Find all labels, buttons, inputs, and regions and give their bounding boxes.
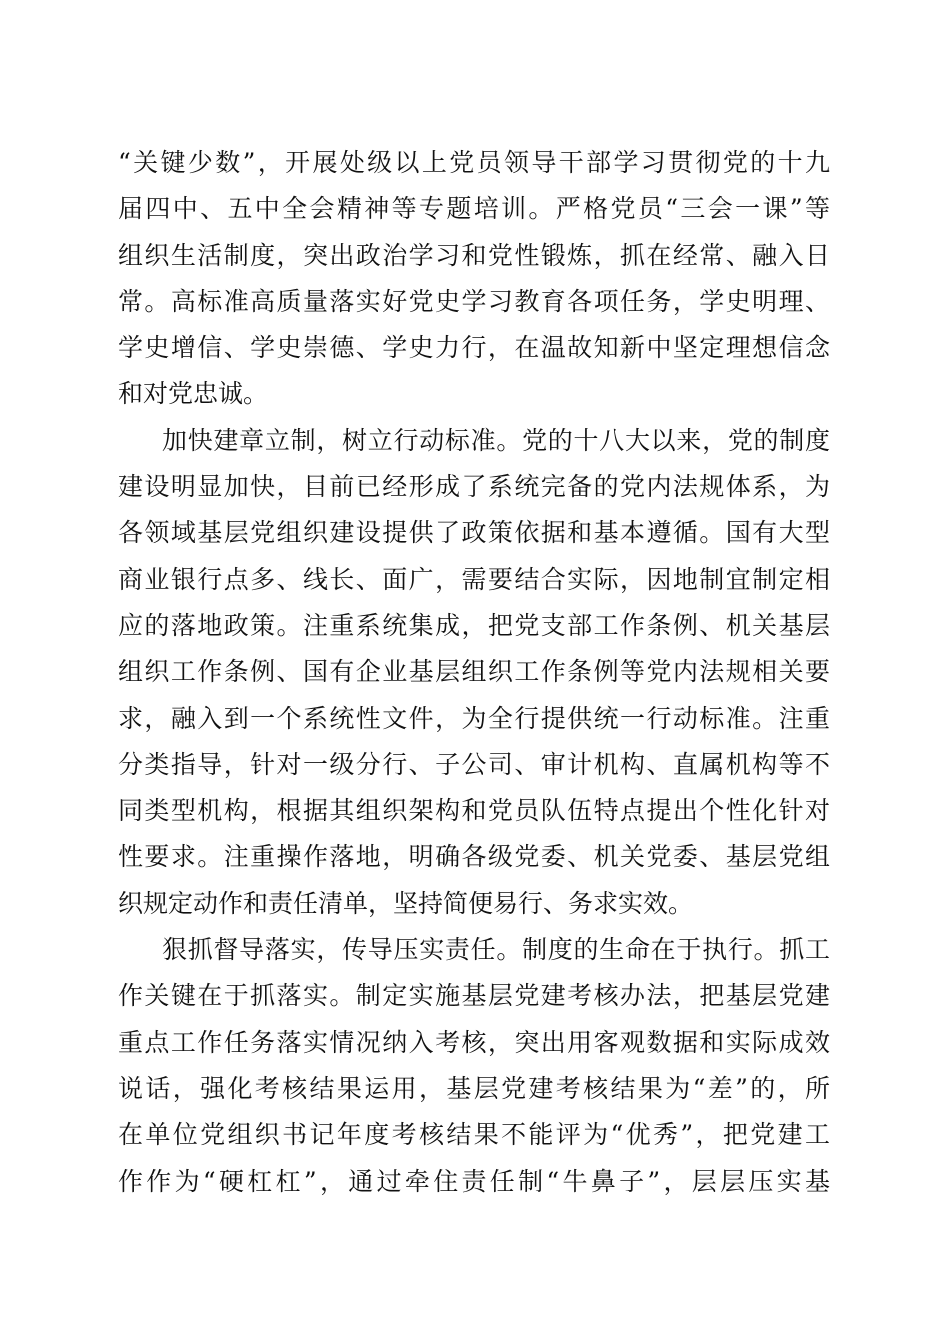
paragraph-1-line-4: 常。高标准高质量落实好党史学习教育各项任务，学史明理、 — [118, 286, 830, 316]
paragraph-2-line-10: 性要求。注重操作落地，明确各级党委、机关党委、基层党组 — [118, 842, 830, 872]
paragraph-3-line-5: 在单位党组织书记年度考核结果不能评为“优秀”，把党建工 — [118, 1120, 830, 1150]
paragraph-1-line-6: 和对党忠诚。 — [118, 379, 269, 409]
paragraph-3-line-3: 重点工作任务落实情况纳入考核，突出用客观数据和实际成效 — [118, 1027, 830, 1057]
paragraph-2-line-7: 求，融入到一个系统性文件，为全行提供统一行动标准。注重 — [118, 703, 830, 733]
paragraph-3-line-2: 作关键在于抓落实。制定实施基层党建考核办法，把基层党建 — [118, 981, 830, 1011]
paragraph-2-line-2: 建设明显加快，目前已经形成了系统完备的党内法规体系，为 — [118, 472, 830, 502]
document-body — [118, 140, 830, 1205]
paragraph-3-line-1: 狠抓督导落实，传导压实责任。制度的生命在于执行。抓工 — [162, 935, 830, 965]
paragraph-2-line-1: 加快建章立制，树立行动标准。党的十八大以来，党的制度 — [162, 425, 830, 455]
paragraph-1-line-5: 学史增信、学史崇德、学史力行，在温故知新中坚定理想信念 — [118, 333, 830, 363]
paragraph-2-line-8: 分类指导，针对一级分行、子公司、审计机构、直属机构等不 — [118, 749, 830, 779]
paragraph-2-line-5: 应的落地政策。注重系统集成，把党支部工作条例、机关基层 — [118, 610, 830, 640]
paragraph-1-line-1: “关键少数”，开展处级以上党员领导干部学习贯彻党的十九 — [118, 148, 830, 177]
paragraph-1-line-3: 组织生活制度，突出政治学习和党性锻炼，抓在经常、融入日 — [118, 240, 830, 270]
paragraph-2-line-6: 组织工作条例、国有企业基层组织工作条例等党内法规相关要 — [118, 657, 830, 687]
paragraph-3-line-6: 作作为“硬杠杠”，通过牵住责任制“牛鼻子”，层层压实基 — [118, 1166, 830, 1196]
paragraph-2-line-9: 同类型机构，根据其组织架构和党员队伍特点提出个性化针对 — [118, 796, 830, 826]
paragraph-2-line-3: 各领域基层党组织建设提供了政策依据和基本遵循。国有大型 — [118, 518, 830, 548]
paragraph-2-line-11: 织规定动作和责任清单，坚持简便易行、务求实效。 — [118, 888, 694, 918]
paragraph-1-line-2: 届四中、五中全会精神等专题培训。严格党员“三会一课”等 — [118, 194, 830, 224]
paragraph-3-line-4: 说话，强化考核结果运用，基层党建考核结果为“差”的，所 — [118, 1073, 830, 1103]
paragraph-2-line-4: 商业银行点多、线长、面广，需要结合实际，因地制宜制定相 — [118, 564, 830, 594]
